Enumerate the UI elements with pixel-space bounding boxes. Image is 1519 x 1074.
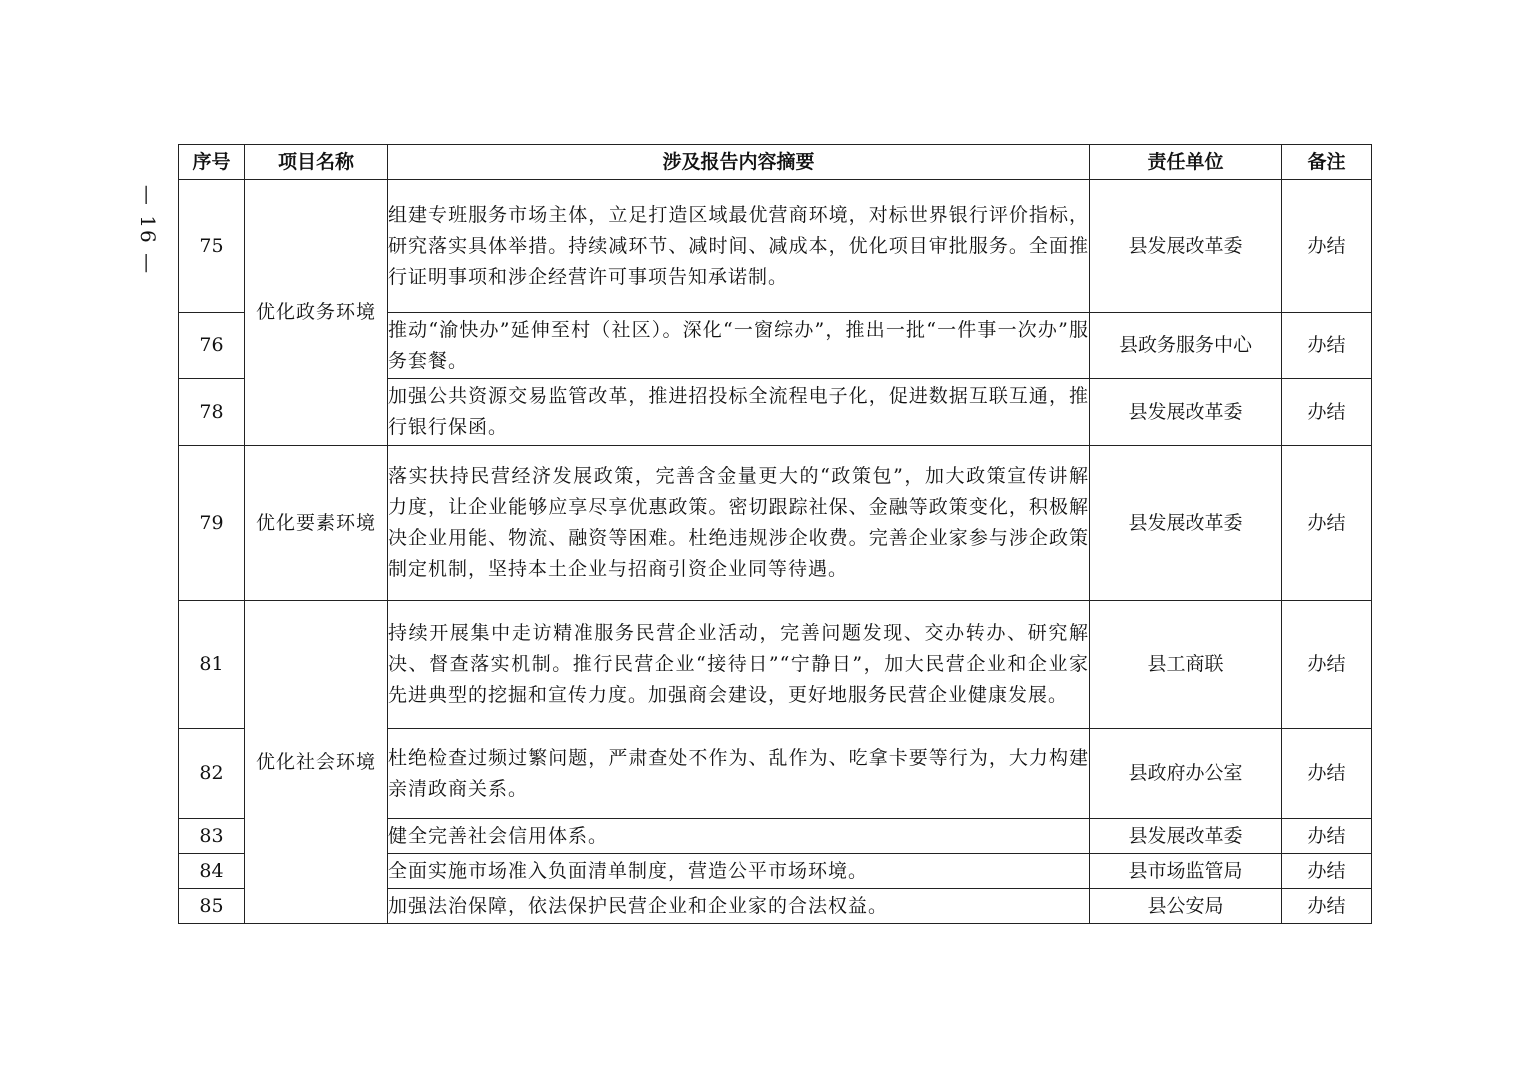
row-unit: 县发展改革委	[1090, 819, 1282, 854]
row-seq: 83	[179, 819, 245, 854]
row-note: 办结	[1282, 729, 1372, 819]
row-seq: 79	[179, 446, 245, 601]
row-unit: 县发展改革委	[1090, 379, 1282, 446]
row-summary: 杜绝检查过频过繁问题，严肃查处不作为、乱作为、吃拿卡要等行为，大力构建亲清政商关系。	[388, 729, 1090, 819]
row-unit: 县政务服务中心	[1090, 313, 1282, 379]
page-number	[128, 180, 168, 280]
row-note: 办结	[1282, 313, 1372, 379]
header-project: 项目名称	[245, 145, 388, 180]
row-note: 办结	[1282, 601, 1372, 729]
report-table	[178, 144, 1372, 924]
table-row	[179, 601, 1372, 729]
row-summary: 组建专班服务市场主体，立足打造区域最优营商环境，对标世界银行评价指标，研究落实具体举措。持续减环节、减时间、减成本，优化项目审批服务。全面推行证明事项和涉企经营许可事项告知承诺制。	[388, 180, 1090, 313]
project-name: 优化要素环境	[245, 446, 388, 601]
row-note: 办结	[1282, 180, 1372, 313]
row-unit: 县公安局	[1090, 889, 1282, 924]
row-seq: 75	[179, 180, 245, 313]
row-summary: 落实扶持民营经济发展政策，完善含金量更大的“政策包”，加大政策宣传讲解力度，让企业能够应享尽享优惠政策。密切跟踪社保、金融等政策变化，积极解决企业用能、物流、融资等困难。杜绝违规涉企收费。完善企业家参与涉企政策制定机制，坚持本土企业与招商引资企业同等待遇。	[388, 446, 1090, 601]
project-name: 优化政务环境	[245, 180, 388, 446]
row-unit: 县政府办公室	[1090, 729, 1282, 819]
row-seq: 82	[179, 729, 245, 819]
header-row	[179, 145, 1372, 180]
row-summary: 健全完善社会信用体系。	[388, 819, 1090, 854]
row-unit: 县工商联	[1090, 601, 1282, 729]
row-note: 办结	[1282, 819, 1372, 854]
row-note: 办结	[1282, 889, 1372, 924]
row-seq: 76	[179, 313, 245, 379]
row-summary: 加强法治保障，依法保护民营企业和企业家的合法权益。	[388, 889, 1090, 924]
table-row	[179, 446, 1372, 601]
row-seq: 78	[179, 379, 245, 446]
row-note: 办结	[1282, 446, 1372, 601]
project-name: 优化社会环境	[245, 601, 388, 924]
header-note: 备注	[1282, 145, 1372, 180]
row-note: 办结	[1282, 379, 1372, 446]
row-note: 办结	[1282, 854, 1372, 889]
row-summary: 推动“渝快办”延伸至村（社区）。深化“一窗综办”，推出一批“一件事一次办”服务套餐。	[388, 313, 1090, 379]
table-row	[179, 180, 1372, 313]
row-unit: 县发展改革委	[1090, 446, 1282, 601]
row-unit: 县市场监管局	[1090, 854, 1282, 889]
header-seq: 序号	[179, 145, 245, 180]
row-summary: 全面实施市场准入负面清单制度，营造公平市场环境。	[388, 854, 1090, 889]
row-seq: 81	[179, 601, 245, 729]
header-summary: 涉及报告内容摘要	[388, 145, 1090, 180]
row-seq: 85	[179, 889, 245, 924]
header-unit: 责任单位	[1090, 145, 1282, 180]
row-summary: 加强公共资源交易监管改革，推进招投标全流程电子化，促进数据互联互通，推行银行保函。	[388, 379, 1090, 446]
page-number-text: — 16 —	[136, 184, 161, 276]
row-summary: 持续开展集中走访精准服务民营企业活动，完善问题发现、交办转办、研究解决、督查落实机制。推行民营企业“接待日”“宁静日”，加大民营企业和企业家先进典型的挖掘和宣传力度。加强商会建设，更好地服务民营企业健康发展。	[388, 601, 1090, 729]
row-unit: 县发展改革委	[1090, 180, 1282, 313]
row-seq: 84	[179, 854, 245, 889]
